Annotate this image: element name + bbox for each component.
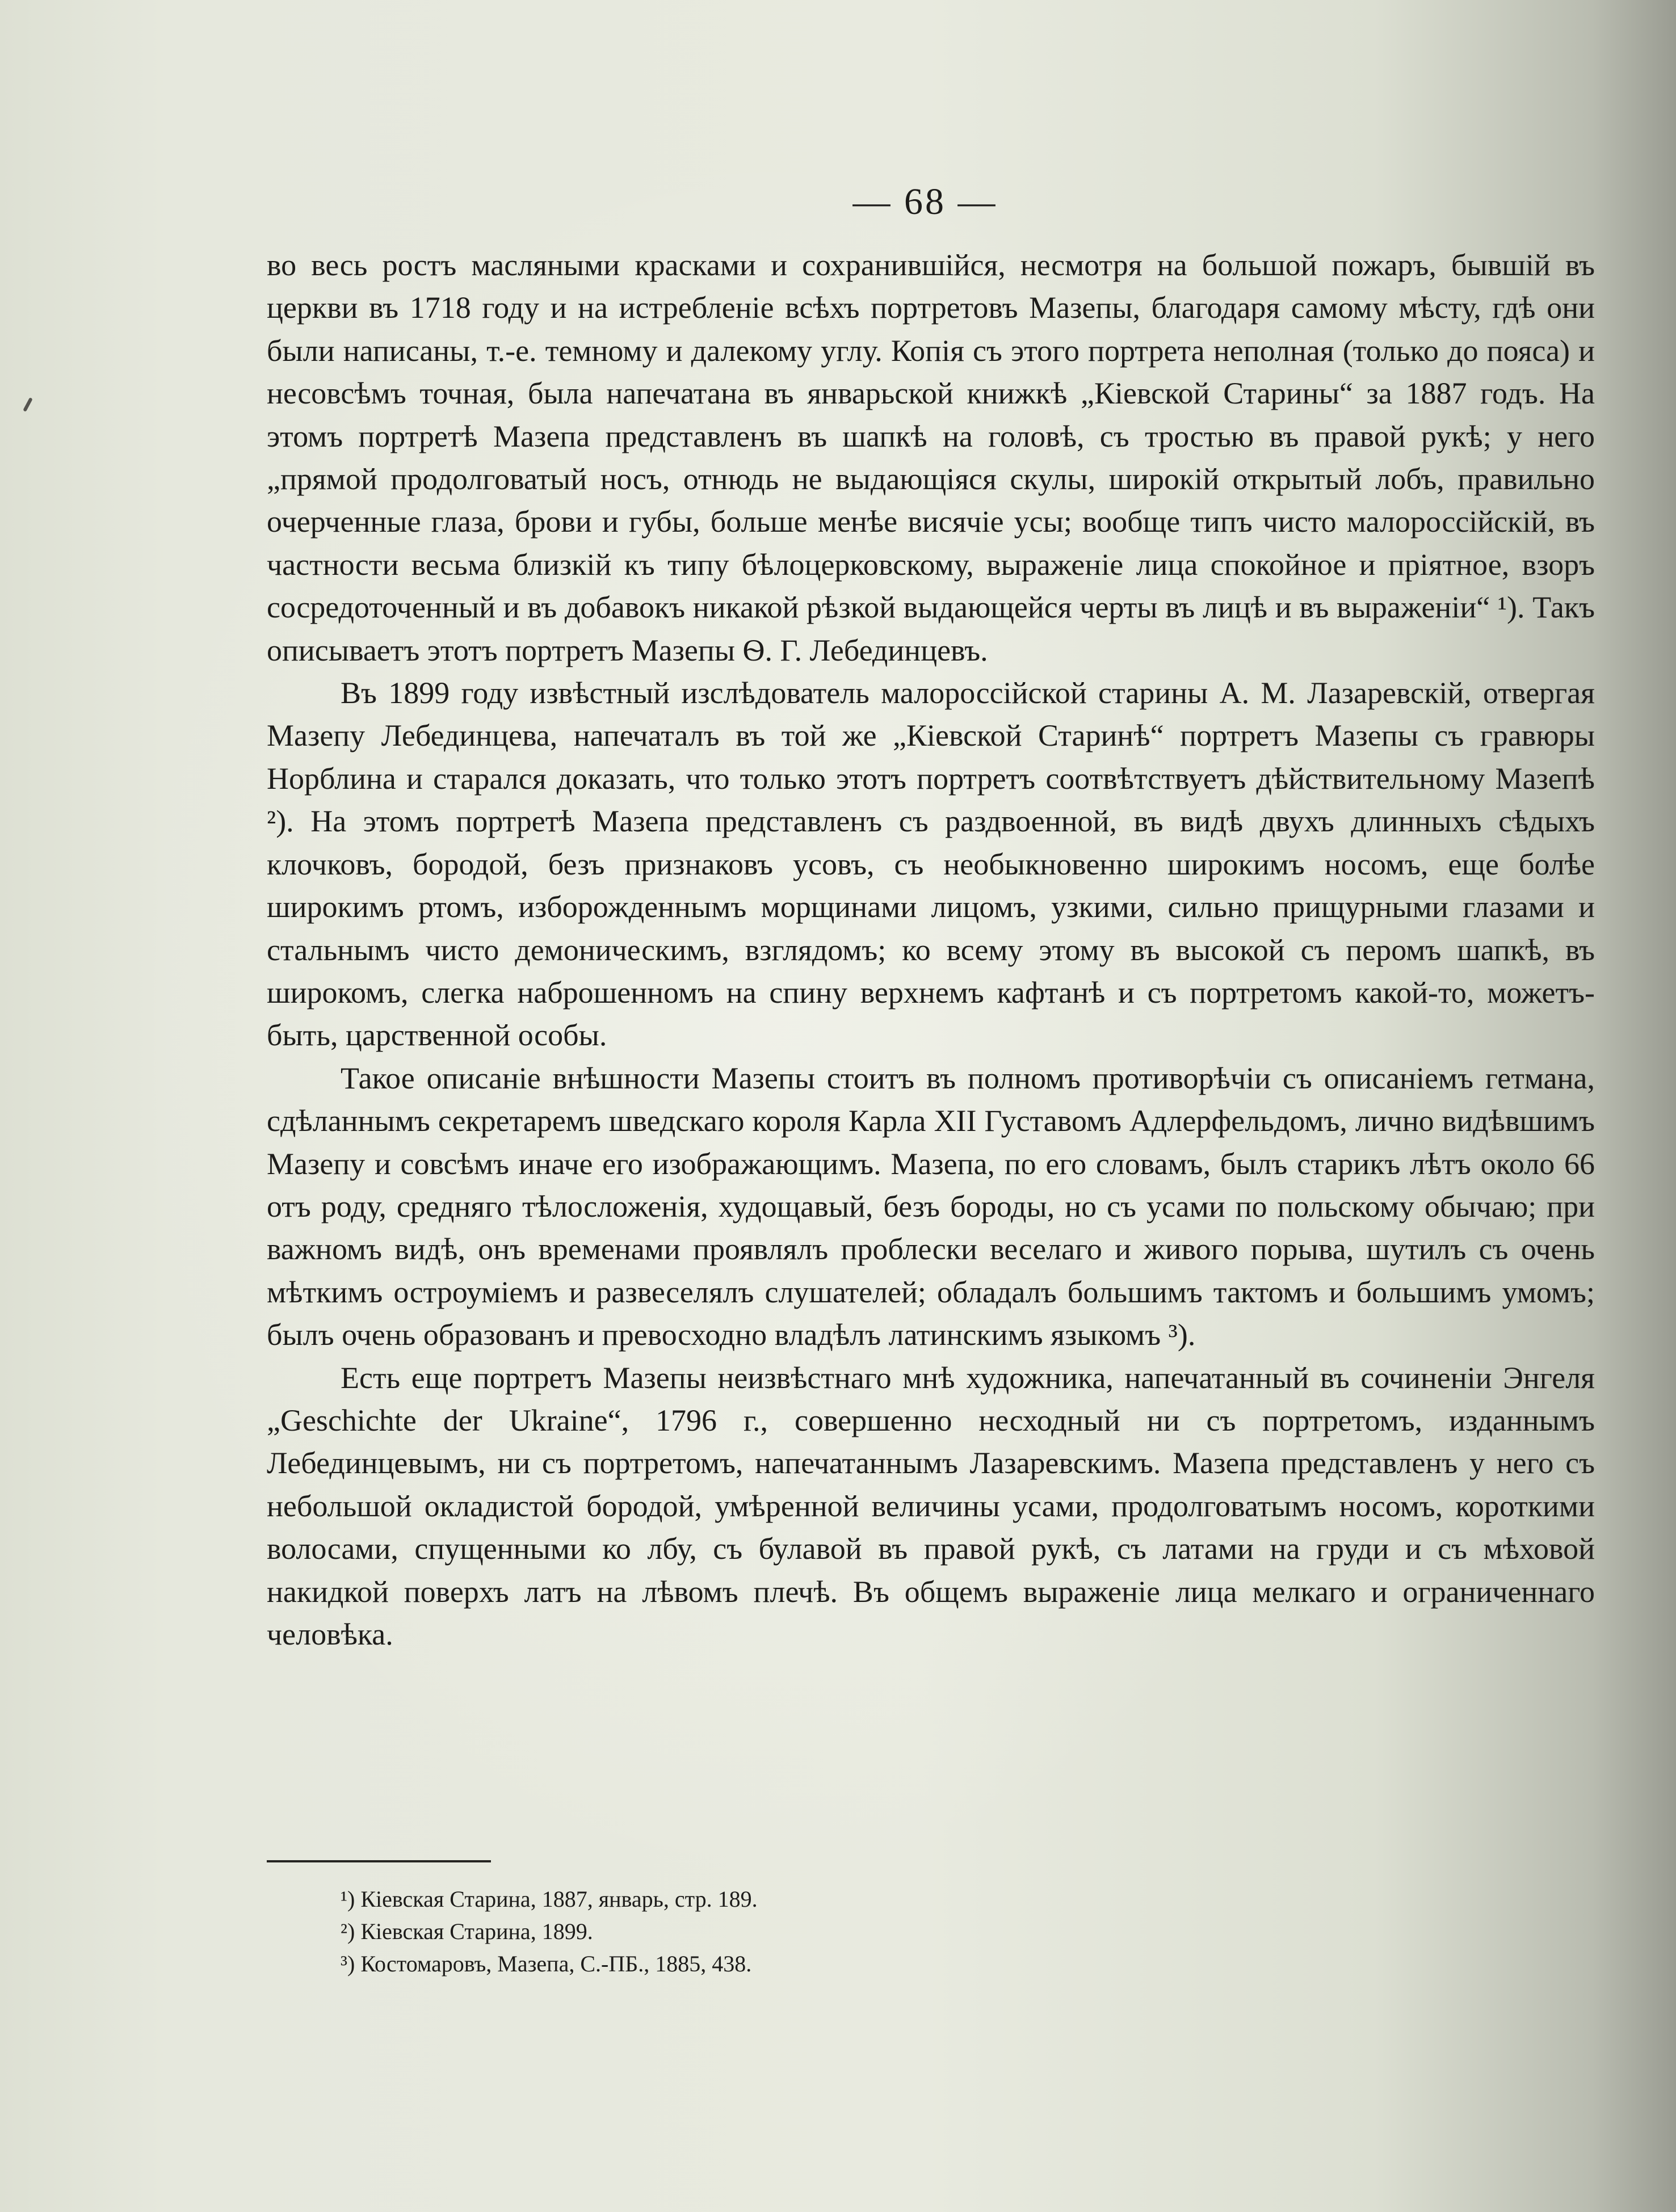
paragraph-3: Такое описаніе внѣшности Мазепы стоитъ въ полномъ противорѣчіи съ описаніемъ гетмана, сдѣланнымъ секретаремъ шведскаго короля Карла XII Густавомъ Адлерфельдомъ, лично видѣвшимъ Мазепу и совсѣмъ иначе его изображающимъ. Мазепа, по его словамъ, былъ старикъ лѣтъ около 66 отъ роду, средняго тѣлосложенія, худощавый, безъ бороды, но съ усами по польскому обычаю; при важномъ видѣ, онъ временами проявлялъ проблески веселаго и живого порыва, шутилъ съ очень мѣткимъ остроуміемъ и развеселялъ слушателей; обладалъ большимъ тактомъ и большимъ умомъ; былъ очень образованъ и превосходно владѣлъ латинскимъ языкомъ ³). <box>267 1061 1595 1352</box>
footnote-text: Костомаровъ, Мазепа, С.-ПБ., 1885, 438. <box>360 1951 752 1976</box>
paragraph-1: во весь ростъ масляными красками и сохранившійся, несмотря на большой пожаръ, бывшій въ церкви въ 1718 году и на истребленіе всѣхъ портретовъ Мазепы, благодаря самому мѣсту, гдѣ они были написаны, т.-е. темному и далекому углу. Копія съ этого портрета неполная (только до пояса) и несовсѣмъ точная, была напечатана въ январьской книжкѣ „Кіевской Старины“ за 1887 годъ. На этомъ портретѣ Мазепа представленъ въ шапкѣ на головѣ, съ тростью въ правой рукѣ; у него „прямой продолговатый носъ, отнюдь не выдающіяся скулы, широкій открытый лобъ, правильно очерченные глаза, брови и губы, больше менѣе висячіе усы; вообще типъ чисто малороссійскій, въ частности весьма близкій къ типу бѣлоцерковскому, выраженіе лица спокойное и пріятное, взоръ сосредоточенный и въ добавокъ никакой рѣзкой выдающейся черты въ лицѣ и въ выраженіи“ ¹). Такъ описываетъ этотъ портретъ Мазепы Ѳ. Г. Лебединцевъ. <box>267 248 1595 667</box>
stray-ink-mark <box>23 397 33 412</box>
paragraph-4: Есть еще портретъ Мазепы неизвѣстнаго мнѣ художника, напечатанный въ сочиненіи Энгеля „Geschichte der Ukraine“, 1796 г., совершенно несходный ни съ портретомъ, изданнымъ Лебединцевымъ, ни съ портретомъ, напечатаннымъ Лазаревскимъ. Мазепа представленъ у него съ небольшой окладистой бородой, умѣренной величины усами, продолговатымъ носомъ, короткими волосами, спущенными ко лбу, съ булавой въ правой рукѣ, съ латами на груди и съ мѣховой накидкой поверхъ латъ на лѣвомъ плечѣ. Въ общемъ выраженіе лица мелкаго и ограниченнаго человѣка. <box>267 1360 1595 1651</box>
footnote-marker: ³) <box>341 1951 355 1976</box>
footnotes <box>341 1883 1419 1980</box>
footnote-2 <box>341 1915 1419 1948</box>
footnote-text: Кіевская Старина, 1887, январь, стр. 189. <box>360 1886 758 1912</box>
footnote-text: Кіевская Старина, 1899. <box>360 1919 593 1944</box>
footnote-marker: ²) <box>341 1919 355 1944</box>
page-number: — 68 — <box>852 181 998 222</box>
body-text <box>267 244 1595 1656</box>
footnote-marker: ¹) <box>341 1886 355 1912</box>
footnote-1 <box>341 1883 1419 1915</box>
footnote-3 <box>341 1948 1419 1980</box>
paragraph-2: Въ 1899 году извѣстный изслѣдователь малороссійской старины А. М. Лазаревскій, отвергая Мазепу Лебединцева, напечаталъ въ той же „Кіевской Старинѣ“ портретъ Мазепы съ гравюры Норблина и старался доказать, что только этотъ портретъ соотвѣтствуетъ дѣйствительному Мазепѣ ²). На этомъ портретѣ Мазепа представленъ съ раздвоенной, въ видѣ двухъ длинныхъ сѣдыхъ клочковъ, бородой, безъ признаковъ усовъ, съ необыкновенно широкимъ носомъ, еще болѣе широкимъ ртомъ, изборожденнымъ морщинами лицомъ, узкими, сильно прищурными глазами и стальнымъ чисто демоническимъ, взглядомъ; ко всему этому въ высокой съ перомъ шапкѣ, въ широкомъ, слегка наброшенномъ на спину верхнемъ кафтанѣ и съ портретомъ какой-то, можетъ-быть, царственной особы. <box>267 676 1595 1053</box>
footnote-separator <box>267 1860 491 1862</box>
